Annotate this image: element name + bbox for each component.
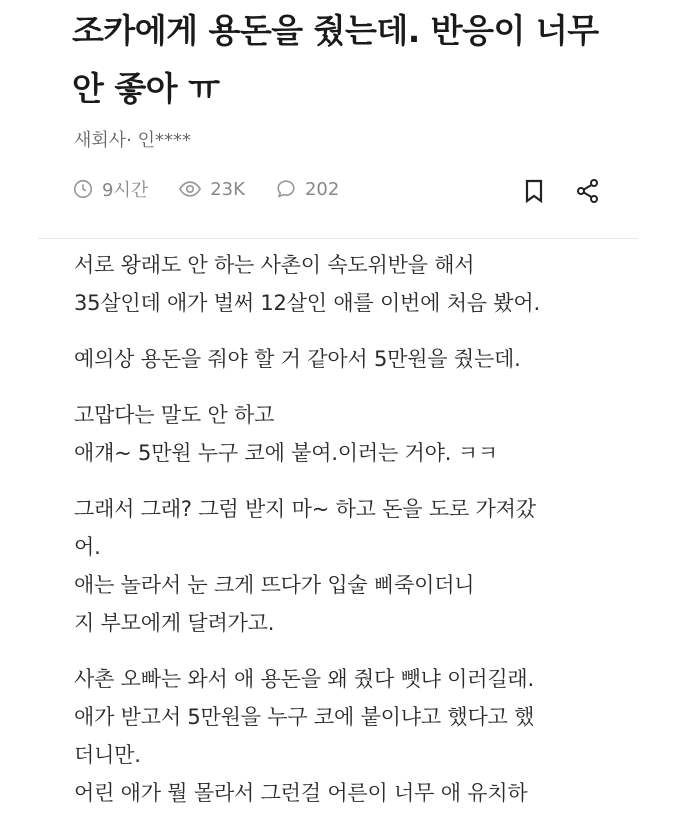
post-actions (519, 176, 603, 206)
paragraph (74, 396, 634, 472)
post-meta (72, 176, 369, 202)
post-title-line-2: 안 좋아 ㅠ (72, 69, 220, 108)
bookmark-button[interactable] (519, 176, 549, 206)
meta-comments-text: 202 (304, 178, 340, 200)
bookmark-icon (523, 178, 545, 204)
meta-comments[interactable] (275, 178, 339, 200)
paragraph (74, 340, 634, 378)
paragraph (74, 246, 634, 322)
share-icon (575, 178, 601, 204)
paragraph-line: 사촌 오빠는 와서 애 용돈을 왜 줬다 뺏냐 이러길래. (74, 667, 534, 691)
paragraph-line: 애가 받고서 5만원을 누구 코에 붙이냐고 했다고 했 (74, 705, 535, 729)
clock-icon (72, 178, 94, 200)
paragraph-line: 어. (74, 535, 101, 559)
paragraph-line: 예의상 용돈을 줘야 할 거 같아서 5만원을 줬는데. (74, 347, 521, 371)
paragraph-line: 애는 놀라서 눈 크게 뜨다가 입술 삐죽이더니 (74, 573, 475, 597)
paragraph (74, 660, 634, 812)
eye-icon (178, 178, 202, 200)
meta-time-text: 9시간 (102, 180, 149, 201)
paragraph-line: 그래서 그래? 그럼 받지 마~ 하고 돈을 도로 가져갔 (74, 497, 536, 521)
paragraph-line: 애걔~ 5만원 누구 코에 붙여.이러는 거야. ㅋㅋ (74, 441, 498, 465)
meta-time (72, 176, 148, 202)
post-title-line-1: 조카에게 용돈을 줬는데. 반응이 너무 (72, 11, 599, 50)
meta-views (178, 178, 245, 200)
comment-icon (275, 178, 297, 200)
paragraph-line: 더니만. (74, 743, 141, 767)
post-body (74, 246, 634, 830)
author-info[interactable]: 새회사· 인**** (74, 130, 191, 151)
paragraph (74, 490, 634, 642)
divider (38, 238, 638, 239)
paragraph-line: 서로 왕래도 안 하는 사촌이 속도위반을 해서 (74, 253, 475, 277)
paragraph-line: 35살인데 애가 벌써 12살인 애를 이번에 처음 봤어. (74, 291, 540, 315)
paragraph-line: 고맙다는 말도 안 하고 (74, 403, 275, 427)
meta-views-text: 23K (210, 178, 245, 200)
share-button[interactable] (573, 176, 603, 206)
paragraph-line: 지 부모에게 달려가고. (74, 611, 275, 635)
post-title (72, 2, 652, 118)
paragraph-line: 어린 애가 뭘 몰라서 그런걸 어른이 너무 애 유치하 (74, 781, 528, 805)
